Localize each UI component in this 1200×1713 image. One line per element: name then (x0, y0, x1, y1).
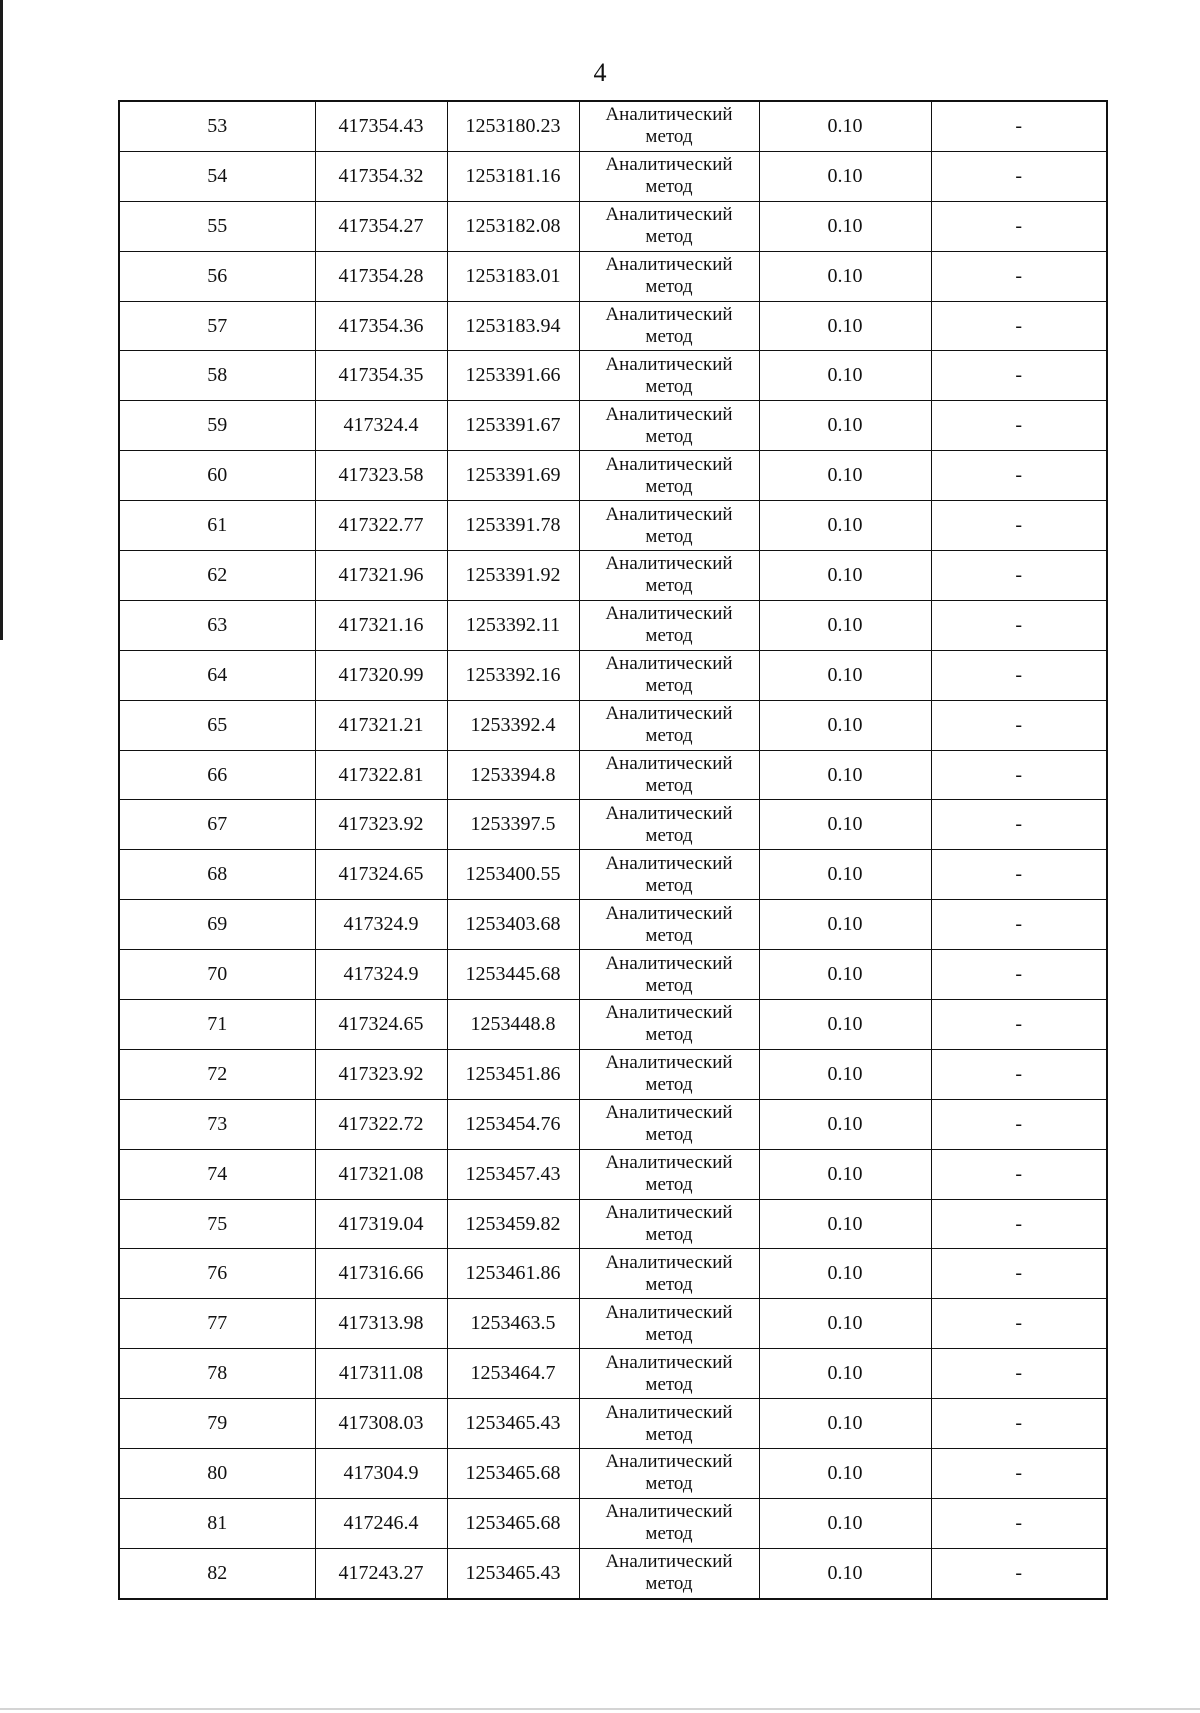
y-coordinate-cell: 1253397.5 (447, 800, 579, 850)
table-row (119, 501, 1107, 551)
y-coordinate-cell: 1253391.69 (447, 451, 579, 501)
method-text-line: метод (645, 1224, 693, 1246)
table-row (119, 950, 1107, 1000)
method-cell (579, 950, 759, 1000)
method-text-line: Аналитический (605, 1152, 733, 1174)
table-row (119, 401, 1107, 451)
note-cell: - (931, 1498, 1107, 1548)
accuracy-cell: 0.10 (759, 600, 931, 650)
y-coordinate-cell: 1253403.68 (447, 900, 579, 950)
method-cell (579, 1399, 759, 1449)
method-text-line: Аналитический (605, 104, 733, 126)
accuracy-cell: 0.10 (759, 850, 931, 900)
method-text-line: метод (645, 226, 693, 248)
method-text-line: метод (645, 276, 693, 298)
note-cell: - (931, 451, 1107, 501)
x-coordinate-cell: 417354.43 (315, 101, 447, 151)
note-cell: - (931, 1249, 1107, 1299)
method-text-line: Аналитический (605, 1052, 733, 1074)
y-coordinate-cell: 1253451.86 (447, 1049, 579, 1099)
x-coordinate-cell: 417324.9 (315, 950, 447, 1000)
y-coordinate-cell: 1253465.68 (447, 1498, 579, 1548)
note-cell: - (931, 251, 1107, 301)
y-coordinate-cell: 1253394.8 (447, 750, 579, 800)
y-coordinate-cell: 1253392.4 (447, 700, 579, 750)
method-cell (579, 351, 759, 401)
note-cell: - (931, 551, 1107, 601)
method-cell (579, 101, 759, 151)
method-text-line: метод (645, 775, 693, 797)
point-number-cell: 59 (119, 401, 315, 451)
method-text-line: метод (645, 475, 693, 497)
x-coordinate-cell: 417311.08 (315, 1349, 447, 1399)
accuracy-cell: 0.10 (759, 251, 931, 301)
method-text-line: метод (645, 525, 693, 547)
point-number-cell: 60 (119, 451, 315, 501)
note-cell: - (931, 950, 1107, 1000)
method-cell (579, 700, 759, 750)
method-cell (579, 151, 759, 201)
point-number-cell: 64 (119, 650, 315, 700)
table-row (119, 1548, 1107, 1598)
x-coordinate-cell: 417316.66 (315, 1249, 447, 1299)
x-coordinate-cell: 417323.92 (315, 1049, 447, 1099)
point-number-cell: 77 (119, 1299, 315, 1349)
method-text-line: метод (645, 1373, 693, 1395)
method-cell (579, 551, 759, 601)
method-text-line: Аналитический (605, 453, 733, 475)
table-row (119, 600, 1107, 650)
accuracy-cell: 0.10 (759, 800, 931, 850)
y-coordinate-cell: 1253465.68 (447, 1449, 579, 1499)
x-coordinate-cell: 417324.4 (315, 401, 447, 451)
method-text-line: Аналитический (605, 1251, 733, 1273)
accuracy-cell: 0.10 (759, 1099, 931, 1149)
note-cell: - (931, 650, 1107, 700)
note-cell: - (931, 201, 1107, 251)
method-text-line: метод (645, 1473, 693, 1495)
method-cell (579, 301, 759, 351)
accuracy-cell: 0.10 (759, 301, 931, 351)
method-text-line: Аналитический (605, 902, 733, 924)
x-coordinate-cell: 417323.58 (315, 451, 447, 501)
y-coordinate-cell: 1253392.16 (447, 650, 579, 700)
method-text-line: Аналитический (605, 304, 733, 325)
method-cell (579, 1199, 759, 1249)
table-row (119, 1149, 1107, 1199)
note-cell: - (931, 1299, 1107, 1349)
y-coordinate-cell: 1253391.78 (447, 501, 579, 551)
method-text-line: метод (645, 974, 693, 996)
accuracy-cell: 0.10 (759, 1548, 931, 1598)
table-row (119, 101, 1107, 151)
accuracy-cell: 0.10 (759, 1399, 931, 1449)
method-text-line: Аналитический (605, 653, 733, 675)
y-coordinate-cell: 1253183.94 (447, 301, 579, 351)
method-text-line: Аналитический (605, 403, 733, 425)
x-coordinate-cell: 417322.77 (315, 501, 447, 551)
note-cell: - (931, 101, 1107, 151)
method-cell (579, 900, 759, 950)
x-coordinate-cell: 417321.08 (315, 1149, 447, 1199)
accuracy-cell: 0.10 (759, 1449, 931, 1499)
method-text-line: метод (645, 1523, 693, 1545)
note-cell: - (931, 1349, 1107, 1399)
note-cell: - (931, 1548, 1107, 1598)
method-text-line: Аналитический (605, 1102, 733, 1124)
point-number-cell: 67 (119, 800, 315, 850)
method-text-line: метод (645, 1573, 693, 1595)
method-text-line: Аналитический (605, 1351, 733, 1373)
y-coordinate-cell: 1253181.16 (447, 151, 579, 201)
method-cell (579, 1548, 759, 1598)
table-row (119, 351, 1107, 401)
x-coordinate-cell: 417324.65 (315, 850, 447, 900)
table-row (119, 1299, 1107, 1349)
point-number-cell: 62 (119, 551, 315, 601)
point-number-cell: 69 (119, 900, 315, 950)
x-coordinate-cell: 417322.81 (315, 750, 447, 800)
method-text-line: Аналитический (605, 802, 733, 824)
y-coordinate-cell: 1253180.23 (447, 101, 579, 151)
method-text-line: Аналитический (605, 1551, 733, 1573)
coordinates-table-body (119, 101, 1107, 1599)
point-number-cell: 53 (119, 101, 315, 151)
method-text-line: Аналитический (605, 1451, 733, 1473)
y-coordinate-cell: 1253448.8 (447, 1000, 579, 1050)
y-coordinate-cell: 1253465.43 (447, 1399, 579, 1449)
table-row (119, 251, 1107, 301)
table-row (119, 201, 1107, 251)
method-cell (579, 1349, 759, 1399)
y-coordinate-cell: 1253400.55 (447, 850, 579, 900)
method-text-line: метод (645, 1423, 693, 1445)
table-row (119, 900, 1107, 950)
point-number-cell: 72 (119, 1049, 315, 1099)
method-cell (579, 251, 759, 301)
method-cell (579, 600, 759, 650)
x-coordinate-cell: 417313.98 (315, 1299, 447, 1349)
point-number-cell: 57 (119, 301, 315, 351)
method-text-line: метод (645, 1273, 693, 1295)
method-text-line: Аналитический (605, 852, 733, 874)
x-coordinate-cell: 417324.9 (315, 900, 447, 950)
x-coordinate-cell: 417304.9 (315, 1449, 447, 1499)
accuracy-cell: 0.10 (759, 1149, 931, 1199)
y-coordinate-cell: 1253465.43 (447, 1548, 579, 1598)
x-coordinate-cell: 417354.28 (315, 251, 447, 301)
point-number-cell: 63 (119, 600, 315, 650)
method-cell (579, 1498, 759, 1548)
method-text-line: Аналитический (605, 204, 733, 226)
accuracy-cell: 0.10 (759, 950, 931, 1000)
method-text-line: метод (645, 1174, 693, 1196)
accuracy-cell: 0.10 (759, 1049, 931, 1099)
x-coordinate-cell: 417354.36 (315, 301, 447, 351)
method-text-line: Аналитический (605, 753, 733, 775)
method-cell (579, 850, 759, 900)
method-cell (579, 1299, 759, 1349)
method-text-line: Аналитический (605, 1401, 733, 1423)
method-text-line: метод (645, 1024, 693, 1046)
y-coordinate-cell: 1253459.82 (447, 1199, 579, 1249)
note-cell: - (931, 900, 1107, 950)
point-number-cell: 68 (119, 850, 315, 900)
note-cell: - (931, 1199, 1107, 1249)
accuracy-cell: 0.10 (759, 1349, 931, 1399)
point-number-cell: 81 (119, 1498, 315, 1548)
method-text-line: метод (645, 725, 693, 747)
method-text-line: Аналитический (605, 952, 733, 974)
method-text-line: метод (645, 575, 693, 597)
method-text-line: метод (645, 1323, 693, 1345)
x-coordinate-cell: 417354.27 (315, 201, 447, 251)
method-text-line: метод (645, 675, 693, 697)
table-row (119, 1099, 1107, 1149)
method-text-line: метод (645, 425, 693, 447)
accuracy-cell: 0.10 (759, 900, 931, 950)
scan-bottom-line (0, 1708, 1200, 1710)
y-coordinate-cell: 1253454.76 (447, 1099, 579, 1149)
table-row (119, 451, 1107, 501)
y-coordinate-cell: 1253392.11 (447, 600, 579, 650)
scan-edge-mark (0, 0, 3, 640)
accuracy-cell: 0.10 (759, 1199, 931, 1249)
method-cell (579, 401, 759, 451)
method-text-line: Аналитический (605, 553, 733, 575)
accuracy-cell: 0.10 (759, 151, 931, 201)
method-text-line: метод (645, 625, 693, 647)
x-coordinate-cell: 417243.27 (315, 1548, 447, 1598)
point-number-cell: 65 (119, 700, 315, 750)
note-cell: - (931, 351, 1107, 401)
page-number: 4 (593, 58, 607, 87)
point-number-cell: 61 (119, 501, 315, 551)
table-row (119, 1449, 1107, 1499)
accuracy-cell: 0.10 (759, 201, 931, 251)
method-cell (579, 201, 759, 251)
accuracy-cell: 0.10 (759, 1498, 931, 1548)
method-text-line: Аналитический (605, 254, 733, 276)
table-row (119, 301, 1107, 351)
accuracy-cell: 0.10 (759, 650, 931, 700)
note-cell: - (931, 1000, 1107, 1050)
note-cell: - (931, 1049, 1107, 1099)
x-coordinate-cell: 417321.96 (315, 551, 447, 601)
point-number-cell: 73 (119, 1099, 315, 1149)
method-cell (579, 1049, 759, 1099)
method-text-line: Аналитический (605, 703, 733, 725)
point-number-cell: 58 (119, 351, 315, 401)
table-row (119, 750, 1107, 800)
method-text-line: метод (645, 176, 693, 198)
x-coordinate-cell: 417322.72 (315, 1099, 447, 1149)
note-cell: - (931, 800, 1107, 850)
point-number-cell: 55 (119, 201, 315, 251)
accuracy-cell: 0.10 (759, 501, 931, 551)
coordinates-table-container (118, 100, 1106, 1600)
table-row (119, 850, 1107, 900)
note-cell: - (931, 700, 1107, 750)
table-row (119, 1000, 1107, 1050)
y-coordinate-cell: 1253391.67 (447, 401, 579, 451)
method-text-line: Аналитический (605, 503, 733, 525)
method-cell (579, 1249, 759, 1299)
note-cell: - (931, 1449, 1107, 1499)
point-number-cell: 78 (119, 1349, 315, 1399)
method-text-line: метод (645, 1074, 693, 1096)
note-cell: - (931, 850, 1107, 900)
method-cell (579, 1149, 759, 1199)
accuracy-cell: 0.10 (759, 451, 931, 501)
method-cell (579, 451, 759, 501)
x-coordinate-cell: 417321.16 (315, 600, 447, 650)
method-text-line: Аналитический (605, 603, 733, 625)
y-coordinate-cell: 1253464.7 (447, 1349, 579, 1399)
method-cell (579, 501, 759, 551)
y-coordinate-cell: 1253445.68 (447, 950, 579, 1000)
method-text-line: Аналитический (605, 1501, 733, 1523)
table-row (119, 650, 1107, 700)
table-row (119, 1199, 1107, 1249)
x-coordinate-cell: 417319.04 (315, 1199, 447, 1249)
table-row (119, 1249, 1107, 1299)
note-cell: - (931, 1149, 1107, 1199)
y-coordinate-cell: 1253461.86 (447, 1249, 579, 1299)
point-number-cell: 70 (119, 950, 315, 1000)
method-text-line: Аналитический (605, 1002, 733, 1024)
method-cell (579, 650, 759, 700)
method-text-line: метод (645, 326, 693, 347)
note-cell: - (931, 501, 1107, 551)
x-coordinate-cell: 417354.32 (315, 151, 447, 201)
point-number-cell: 54 (119, 151, 315, 201)
method-cell (579, 800, 759, 850)
coordinates-table (118, 100, 1108, 1600)
note-cell: - (931, 401, 1107, 451)
note-cell: - (931, 1399, 1107, 1449)
method-text-line: метод (645, 1124, 693, 1146)
table-row (119, 700, 1107, 750)
x-coordinate-cell: 417354.35 (315, 351, 447, 401)
method-text-line: метод (645, 824, 693, 846)
table-row (119, 151, 1107, 201)
accuracy-cell: 0.10 (759, 1299, 931, 1349)
method-text-line: метод (645, 924, 693, 946)
table-row (119, 1049, 1107, 1099)
table-row (119, 551, 1107, 601)
accuracy-cell: 0.10 (759, 401, 931, 451)
note-cell: - (931, 301, 1107, 351)
note-cell: - (931, 151, 1107, 201)
point-number-cell: 80 (119, 1449, 315, 1499)
x-coordinate-cell: 417320.99 (315, 650, 447, 700)
table-row (119, 800, 1107, 850)
point-number-cell: 75 (119, 1199, 315, 1249)
y-coordinate-cell: 1253182.08 (447, 201, 579, 251)
method-text-line: Аналитический (605, 353, 733, 375)
accuracy-cell: 0.10 (759, 101, 931, 151)
accuracy-cell: 0.10 (759, 551, 931, 601)
y-coordinate-cell: 1253391.92 (447, 551, 579, 601)
x-coordinate-cell: 417323.92 (315, 800, 447, 850)
x-coordinate-cell: 417308.03 (315, 1399, 447, 1449)
method-text-line: метод (645, 375, 693, 397)
point-number-cell: 76 (119, 1249, 315, 1299)
table-row (119, 1399, 1107, 1449)
accuracy-cell: 0.10 (759, 1249, 931, 1299)
note-cell: - (931, 750, 1107, 800)
note-cell: - (931, 600, 1107, 650)
x-coordinate-cell: 417324.65 (315, 1000, 447, 1050)
method-text-line: метод (645, 126, 693, 148)
accuracy-cell: 0.10 (759, 351, 931, 401)
accuracy-cell: 0.10 (759, 750, 931, 800)
point-number-cell: 82 (119, 1548, 315, 1598)
note-cell: - (931, 1099, 1107, 1149)
y-coordinate-cell: 1253457.43 (447, 1149, 579, 1199)
method-text-line: Аналитический (605, 1202, 733, 1224)
point-number-cell: 56 (119, 251, 315, 301)
point-number-cell: 71 (119, 1000, 315, 1050)
table-row (119, 1498, 1107, 1548)
accuracy-cell: 0.10 (759, 700, 931, 750)
method-cell (579, 750, 759, 800)
method-cell (579, 1449, 759, 1499)
method-cell (579, 1000, 759, 1050)
table-row (119, 1349, 1107, 1399)
accuracy-cell: 0.10 (759, 1000, 931, 1050)
point-number-cell: 74 (119, 1149, 315, 1199)
method-cell (579, 1099, 759, 1149)
x-coordinate-cell: 417246.4 (315, 1498, 447, 1548)
y-coordinate-cell: 1253183.01 (447, 251, 579, 301)
point-number-cell: 66 (119, 750, 315, 800)
method-text-line: метод (645, 874, 693, 896)
x-coordinate-cell: 417321.21 (315, 700, 447, 750)
y-coordinate-cell: 1253463.5 (447, 1299, 579, 1349)
method-text-line: Аналитический (605, 154, 733, 176)
y-coordinate-cell: 1253391.66 (447, 351, 579, 401)
method-text-line: Аналитический (605, 1301, 733, 1323)
point-number-cell: 79 (119, 1399, 315, 1449)
